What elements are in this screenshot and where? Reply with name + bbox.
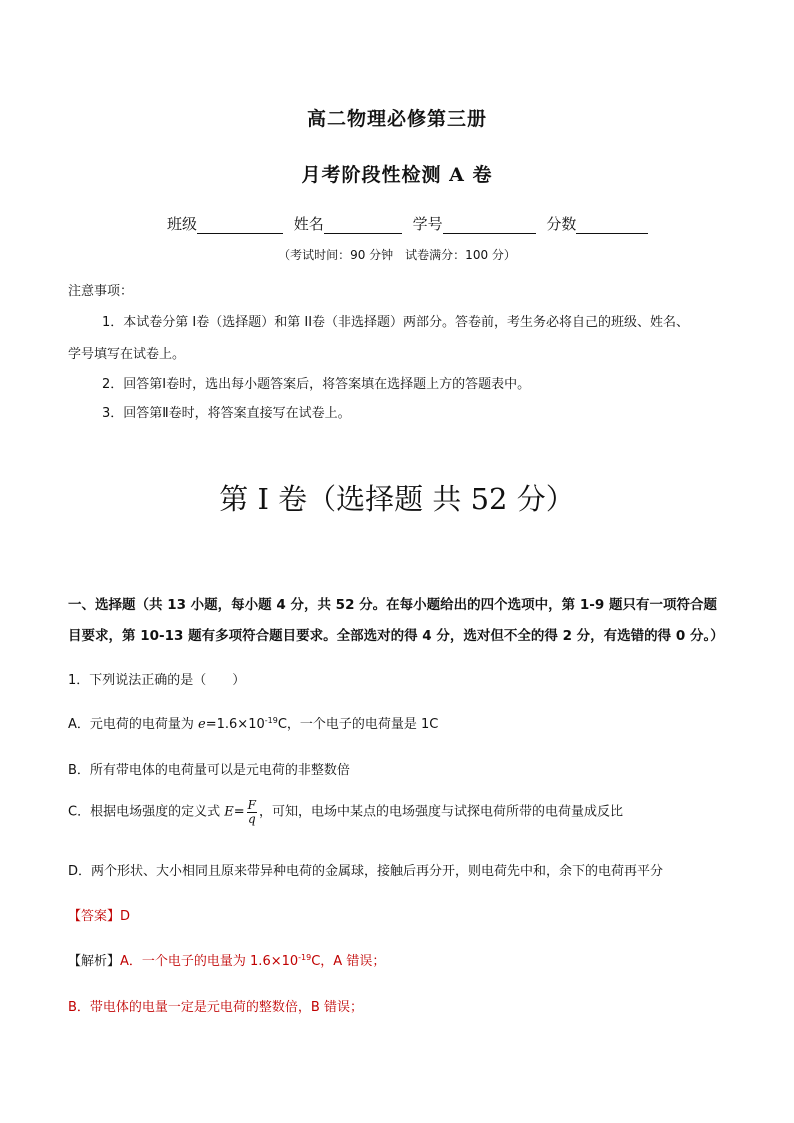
- student-info-row: [167, 213, 648, 234]
- id-label: 学号: [412, 215, 443, 233]
- option-a-exponent: -19: [264, 716, 278, 725]
- note-item-2: 2．回答第Ⅰ卷时，选出每小题答案后，将答案填在选择题上方的答题表中。: [102, 377, 531, 392]
- formula-equals: =: [233, 804, 245, 820]
- option-a-text: A．元电荷的电荷量为: [68, 717, 199, 732]
- option-a-rest: C，一个电子的电荷量是 1C: [277, 717, 439, 732]
- formula-fraction: [247, 799, 257, 826]
- document-subtitle: 月考阶段性检测 A 卷: [301, 164, 493, 186]
- analysis-label: 【解析】: [68, 954, 121, 969]
- option-b: B．所有带电体的电荷量可以是元电荷的非整数倍: [68, 763, 350, 778]
- option-c-text: C．根据电场强度的定义式: [68, 804, 225, 820]
- analysis-a-rest: C，A 错误；: [311, 954, 386, 969]
- answer-value: D: [120, 909, 131, 924]
- formula-denominator: q: [247, 812, 256, 826]
- name-label: 姓名: [293, 215, 324, 233]
- class-label: 班级: [167, 215, 198, 233]
- option-a: [68, 713, 438, 732]
- answer-line: [68, 905, 130, 924]
- section-instructions: 一、选择题（共 13 小题，每小题 4 分，共 52 分。在每小题给出的四个选项中，第 1-9 题只有一项符合题: [68, 597, 717, 613]
- formula-e: E: [224, 804, 234, 820]
- analysis-line-a: [68, 950, 385, 969]
- name-blank[interactable]: [324, 217, 402, 234]
- option-a-mid: =1.6×10: [205, 717, 265, 732]
- option-c-rest: ，可知，电场中某点的电场强度与试探电荷所带的电荷量成反比: [258, 804, 623, 820]
- formula-numerator: F: [247, 798, 256, 812]
- option-c: [68, 799, 623, 826]
- note-item-1: 1．本试卷分第 I卷（选择题）和第 II卷（非选择题）两部分。答卷前，考生务必将自己的班级、姓名、: [102, 315, 690, 330]
- id-blank[interactable]: [443, 217, 536, 234]
- exam-info: （考试时间：90 分钟 试卷满分：100 分）: [278, 248, 516, 262]
- section-title: 第 I 卷（选择题 共 52 分）: [219, 482, 575, 516]
- question-stem: 1．下列说法正确的是（ ）: [68, 673, 246, 688]
- class-blank[interactable]: [197, 217, 283, 234]
- note-item-3: 3．回答第Ⅱ卷时，将答案直接写在试卷上。: [102, 406, 351, 421]
- document-title: 高二物理必修第三册: [306, 108, 487, 130]
- section-instructions-cont: 目要求，第 10-13 题有多项符合题目要求。全部选对的得 4 分，选对但不全的得 2 分，有选错的得 0 分。）: [68, 628, 724, 644]
- note-item-1-cont: 学号填写在试卷上。: [68, 347, 186, 362]
- answer-label: 【答案】: [68, 909, 121, 924]
- analysis-a-exponent: -19: [298, 953, 312, 962]
- analysis-line-b: B．带电体的电量一定是元电荷的整数倍，B 错误；: [68, 1000, 363, 1015]
- option-d: D．两个形状、大小相同且原来带异种电荷的金属球，接触后再分开，则电荷先中和，余下的电荷再平分: [68, 864, 664, 879]
- score-label: 分数: [546, 215, 577, 233]
- score-blank[interactable]: [576, 217, 648, 234]
- analysis-a-text: A．一个电子的电量为 1.6×10: [120, 954, 299, 969]
- option-a-var: e: [198, 717, 206, 732]
- notes-heading: 注意事项：: [68, 284, 134, 299]
